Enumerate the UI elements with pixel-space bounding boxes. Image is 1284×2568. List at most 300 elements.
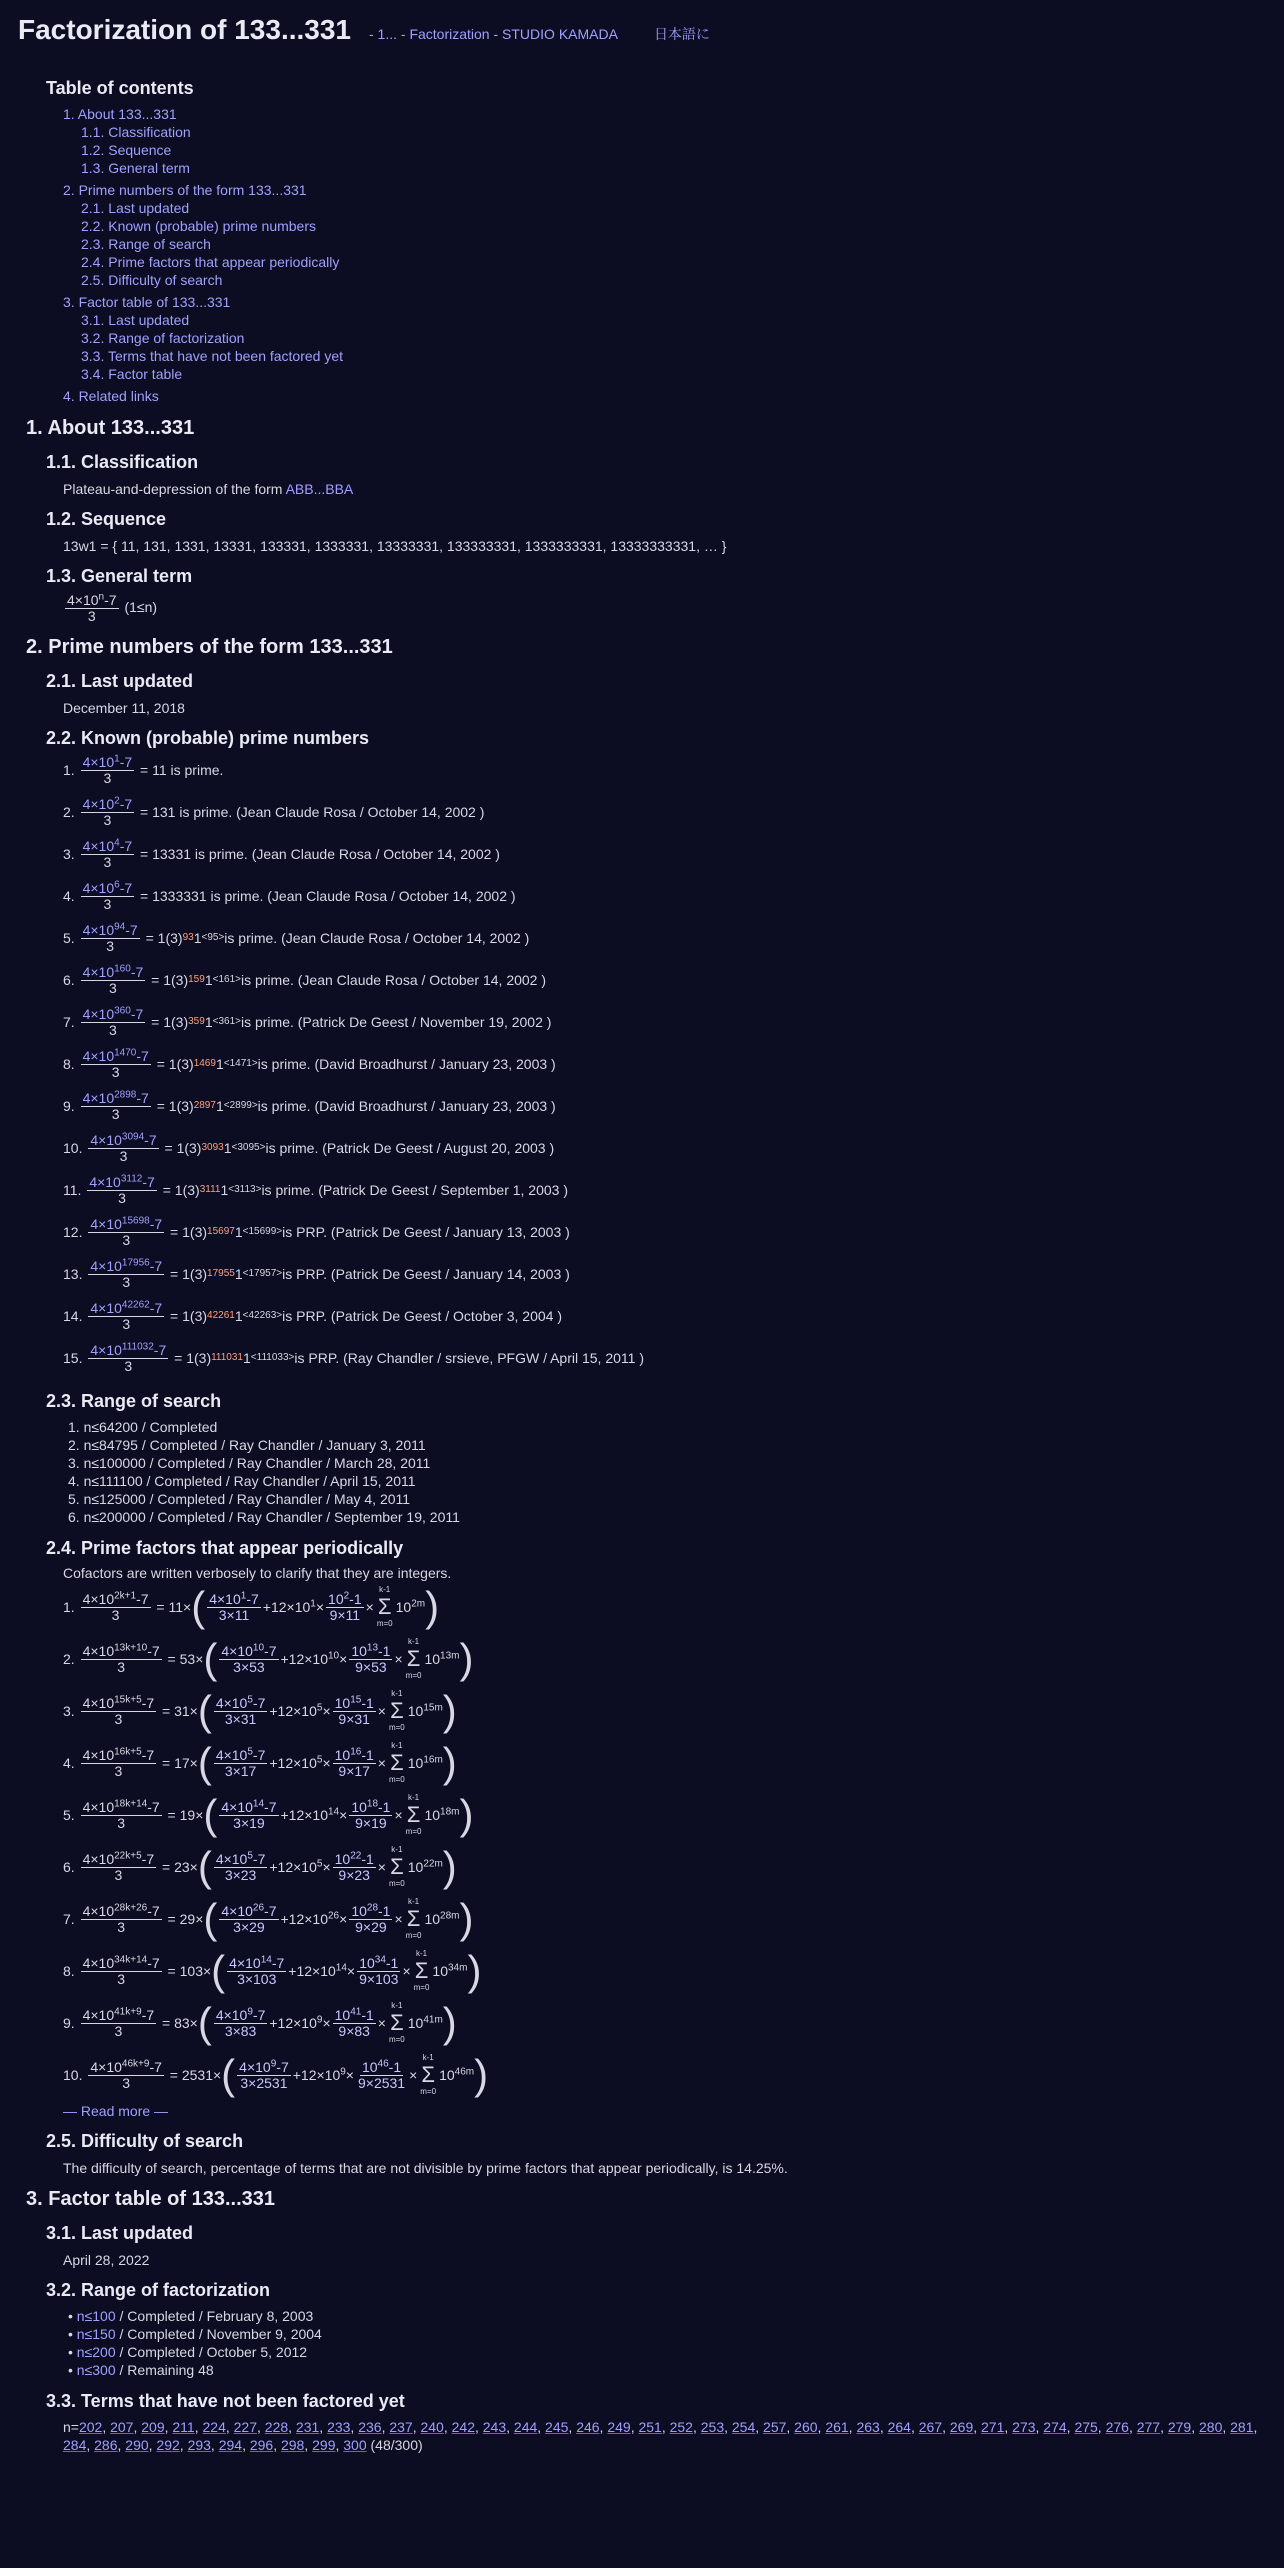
left-paren: ( — [197, 1739, 212, 1786]
prime-index: 13. — [63, 1266, 87, 1282]
fraction-numerator: $4\times 10^{13k+10}-7$ — [82, 1641, 160, 1659]
fraction — [333, 1745, 376, 1779]
periodic-middle: $+12\times 10^5\times$ — [269, 1858, 331, 1875]
prime-equals: = 1(3) — [152, 1056, 194, 1072]
fraction[interactable] — [88, 1130, 158, 1164]
term-link[interactable]: 299 — [312, 2437, 336, 2453]
exponent: 10 — [328, 1650, 340, 1662]
fraction-numerator: $10^{13}-1$ — [351, 1641, 391, 1659]
term-link[interactable]: 286 — [94, 2437, 118, 2453]
prime-equals: = 1(3) — [170, 1350, 212, 1366]
fraction-numerator: $4\times 10^1-7$ — [209, 1589, 259, 1607]
toc-item — [81, 271, 1284, 289]
sigma-upper: k-1 — [422, 2053, 434, 2062]
toc-link[interactable]: 1.1. Classification — [81, 124, 191, 140]
fraction-denominator: 3 — [119, 1147, 128, 1164]
fraction-denominator: 9×83 — [338, 2022, 370, 2039]
toc-link[interactable]: 3.3. Terms that have not been factored yet — [81, 348, 344, 364]
term-link[interactable]: 261 — [825, 2419, 849, 2435]
exponent: 13 — [366, 1641, 379, 1653]
sigma-lower: m=0 — [388, 1775, 405, 1784]
fraction — [333, 1849, 376, 1883]
term-link[interactable]: 267 — [918, 2419, 943, 2435]
term-link[interactable]: 263 — [856, 2419, 880, 2435]
term-link[interactable]: 284 — [63, 2437, 87, 2453]
fraction-numerator: $4\times 10^{14}-7$ — [229, 1953, 285, 1971]
exponent: 14 — [260, 1953, 272, 1965]
prime-equals: = 13331 is prime. (Jean Claude Rosa / October 14, 2002 ) — [136, 846, 500, 862]
range-status: / Remaining 48 — [115, 2362, 214, 2378]
right-paren: ) — [459, 1895, 474, 1942]
sigma-sum — [389, 1688, 405, 1734]
range-link[interactable]: n≤200 — [76, 2344, 116, 2360]
times-sign: × — [402, 1963, 411, 1979]
fraction — [81, 1745, 157, 1779]
sum-term: $10^{13m}$ — [424, 1650, 460, 1667]
prime-entry: 5. $\frac{4\times 10^{94}-7}{3}$ = 1(3) 93 1 <95> is prime. (Jean Claude Rosa / October 14, 2002 ) — [63, 920, 530, 954]
toc-link[interactable]: 2. Prime numbers of the form 133...331 — [63, 182, 307, 198]
term-link[interactable]: 300 — [343, 2437, 367, 2453]
section-1-title: 1. About 133...331 — [26, 417, 195, 439]
right-paren: ) — [459, 1635, 474, 1682]
term-link[interactable]: 277 — [1136, 2419, 1161, 2435]
sigma-lower: m=0 — [388, 1723, 405, 1732]
sigma-icon: Σ — [390, 2010, 404, 2035]
toc-link[interactable]: 3.4. Factor table — [81, 366, 183, 382]
exponent: 111032 — [121, 1340, 154, 1352]
toc-link[interactable]: 3.1. Last updated — [81, 312, 190, 328]
fraction-numerator: $4\times 10^{26}-7$ — [221, 1901, 277, 1919]
prime-equals: = 1(3) — [166, 1308, 208, 1324]
term-link[interactable]: 231 — [295, 2419, 320, 2435]
toc-link[interactable]: 2.5. Difficulty of search — [81, 272, 223, 288]
fraction — [214, 1745, 268, 1779]
s2-updated-title: 2.1. Last updated — [46, 671, 194, 691]
sigma-lower: m=0 — [388, 2035, 405, 2044]
sigma-sum — [406, 1896, 422, 1942]
term-link[interactable]: 228 — [264, 2419, 289, 2435]
range-link[interactable]: n≤300 — [76, 2362, 116, 2378]
left-paren: ( — [203, 1895, 218, 1942]
sigma-lower: m=0 — [388, 1879, 405, 1888]
term-link[interactable]: 264 — [887, 2419, 911, 2435]
exponent: 16m — [423, 1754, 443, 1766]
prime-status: is PRP. (Ray Chandler / srsieve, PFGW / April 15, 2011 ) — [294, 1350, 644, 1366]
fraction-numerator: $4\times 10^5-7$ — [215, 1693, 266, 1711]
factorization-range-item: • n≤100 / Completed / February 8, 2003 — [68, 2308, 314, 2324]
exponent: 5 — [316, 1754, 323, 1766]
fraction-numerator: $4\times 10^{1470}-7$ — [82, 1046, 149, 1064]
range-status: / Completed / October 5, 2012 — [115, 2344, 308, 2360]
sum-term: $10^{18m}$ — [424, 1806, 460, 1823]
fraction-numerator: $10^{15}-1$ — [334, 1693, 374, 1711]
term-link[interactable]: 298 — [280, 2437, 305, 2453]
sum-term: $10^{2m}$ — [395, 1598, 426, 1615]
fraction-numerator: $4\times 10^5-7$ — [215, 1849, 266, 1867]
fraction — [214, 1849, 268, 1883]
fraction-numerator: $4\times 10^{14}-7$ — [221, 1797, 277, 1815]
toc-link[interactable]: 3.2. Range of factorization — [81, 330, 245, 346]
toc-link[interactable]: 2.4. Prime factors that appear periodically — [81, 254, 340, 270]
fraction[interactable] — [81, 878, 135, 912]
fraction-numerator: $4\times 10^2-7$ — [82, 794, 133, 812]
prime-equals: = 11 is prime. — [136, 762, 224, 778]
exponent: 41m — [423, 2014, 443, 2026]
periodic-index: 6. — [63, 1859, 79, 1875]
toc-link[interactable]: 3. Factor table of 133...331 — [63, 294, 231, 310]
prime-status: is PRP. (Patrick De Geest / October 3, 2004 ) — [282, 1308, 562, 1324]
search-range-item: 2. n≤84795 / Completed / Ray Chandler / January 3, 2011 — [68, 1437, 426, 1453]
left-paren: ( — [197, 1999, 212, 2046]
fraction-numerator: $10^{34}-1$ — [359, 1953, 399, 1971]
exponent: 1 — [240, 1589, 247, 1601]
exponent: 5 — [247, 1745, 253, 1757]
fraction — [349, 1901, 392, 1935]
exponent: 2m — [411, 1598, 426, 1610]
prime-index: 2. — [63, 804, 79, 820]
term-link[interactable]: 292 — [156, 2437, 180, 2453]
term-link[interactable]: 207 — [110, 2419, 134, 2435]
fraction[interactable] — [88, 1214, 164, 1248]
toc-link[interactable]: 4. Related links — [63, 388, 159, 404]
periodic-middle: $+12\times 10^{14}\times$ — [280, 1806, 348, 1823]
toc-item — [81, 235, 1284, 253]
periodic-prime: = 29× — [163, 1911, 204, 1927]
sigma-lower: m=0 — [420, 2087, 437, 2096]
fraction-denominator: 3 — [103, 853, 112, 870]
exponent: 16k+5 — [114, 1745, 142, 1757]
term-link[interactable]: 275 — [1074, 2419, 1098, 2435]
periodic-prime: = 53× — [163, 1651, 204, 1667]
sequence-title: 1.2. Sequence — [46, 509, 167, 529]
fraction — [88, 2057, 164, 2091]
fraction[interactable] — [87, 1172, 157, 1206]
fraction[interactable] — [81, 962, 146, 996]
term-link[interactable]: 279 — [1167, 2419, 1192, 2435]
term-link[interactable]: 240 — [420, 2419, 444, 2435]
right-paren: ) — [474, 2051, 489, 2098]
prime-entry: 7. $\frac{4\times 10^{360}-7}{3}$ = 1(3) 359 1 <361> is prime. (Patrick De Geest / November 19, 2002 ) — [63, 1004, 552, 1038]
fraction[interactable] — [88, 1340, 168, 1374]
periodic-middle: $+12\times 10^9\times$ — [269, 2014, 331, 2031]
prime-last-digit: 1 — [243, 1350, 251, 1366]
sigma-upper: k-1 — [391, 2001, 403, 2010]
fraction — [219, 1797, 278, 1831]
term-link[interactable]: 236 — [358, 2419, 382, 2435]
periodic-prime: = 11× — [152, 1599, 192, 1615]
sum-term: $10^{16m}$ — [407, 1754, 443, 1771]
fraction[interactable] — [88, 1298, 164, 1332]
fraction-numerator: $4\times 10^{2k+1}-7$ — [82, 1589, 149, 1607]
sum-term: $10^{15m}$ — [407, 1702, 443, 1719]
exponent: 1470 — [114, 1046, 137, 1058]
term-link[interactable]: 293 — [187, 2437, 211, 2453]
periodic-entry — [63, 1633, 1284, 1685]
fraction — [349, 1797, 392, 1831]
sigma-icon: Σ — [390, 1698, 404, 1723]
fraction[interactable] — [81, 920, 140, 954]
classification-link[interactable]: ABB...BBA — [285, 481, 354, 497]
fraction-denominator: 3 — [103, 811, 112, 828]
term-link[interactable]: 244 — [513, 2419, 538, 2435]
prime-index: 10. — [63, 1140, 87, 1156]
term-link[interactable]: 245 — [545, 2419, 569, 2435]
term-link[interactable]: 246 — [576, 2419, 600, 2435]
sum-term: $10^{22m}$ — [407, 1858, 443, 1875]
exponent: 5 — [247, 1693, 253, 1705]
fraction-numerator: $4\times 10^{3112}-7$ — [89, 1172, 155, 1190]
prime-last-digit: 1 — [234, 1266, 243, 1282]
exponent: 28k+26 — [114, 1901, 148, 1913]
fraction-numerator: $10^{41}-1$ — [334, 2005, 374, 2023]
exponent: 9 — [316, 2014, 323, 2026]
exponent: 13k+10 — [114, 1641, 148, 1653]
prime-equals: = 1(3) — [141, 930, 183, 946]
sigma-lower: m=0 — [413, 1983, 430, 1992]
left-paren: ( — [203, 1791, 218, 1838]
prime-last-digit: 1 — [223, 1140, 232, 1156]
periodic-entry — [63, 1893, 1284, 1945]
term-link[interactable]: 290 — [125, 2437, 149, 2453]
unfactored-terms: n=202, 207, 209, 211, 224, 227, 228, 231, 233, 236, 237, 240, 242, 243, 244, 245, 246, 249, 251, 252, 253, 254, 257, 260, 261, 263, 264, 267, 269, 271, 273, 274, 275, 276, 277, 279, 280, 281, 284, 286, 290, 292, 293, 294, 296, 298, 299, 300 (48/300) — [63, 2419, 1258, 2453]
range-status: / Completed / November 9, 2004 — [115, 2326, 322, 2342]
fraction[interactable] — [81, 794, 135, 828]
fraction — [237, 2057, 291, 2091]
periodic-middle: $+12\times 10^1\times$ — [262, 1598, 325, 1615]
section-2-title: 2. Prime numbers of the form 133...331 — [26, 636, 393, 658]
toc-link[interactable]: 1. About 133...331 — [63, 106, 177, 122]
toc-item — [81, 253, 1284, 271]
fraction — [207, 1589, 261, 1623]
toc-link[interactable]: 2.3. Range of search — [81, 236, 211, 252]
toc-link[interactable]: 2.2. Known (probable) prime numbers — [81, 218, 317, 234]
fraction-denominator: 9×23 — [338, 1866, 370, 1883]
prime-status: is prime. (Jean Claude Rosa / October 14, 2002 ) — [240, 972, 547, 988]
prime-entry: 11. $\frac{4\times 10^{3112}-7}{3}$ = 1(3) 3111 1 <3113> is prime. (Patrick De Geest / September 1, 2003 ) — [63, 1172, 569, 1206]
fraction[interactable] — [88, 1256, 164, 1290]
prime-index: 8. — [63, 1056, 79, 1072]
term-link[interactable]: 281 — [1230, 2419, 1254, 2435]
sigma-sum — [389, 1844, 405, 1890]
toc-item — [81, 199, 1284, 217]
known-primes-title: 2.2. Known (probable) prime numbers — [46, 728, 370, 748]
term-link[interactable]: 237 — [389, 2419, 413, 2435]
fraction-denominator: 3×23 — [224, 1866, 257, 1883]
search-range-item: 3. n≤100000 / Completed / Ray Chandler / March 28, 2011 — [68, 1455, 431, 1471]
fraction — [81, 1849, 157, 1883]
fraction-numerator: $4\times 10^{360}-7$ — [82, 1004, 144, 1022]
fraction[interactable] — [81, 1046, 151, 1080]
term-link[interactable]: 233 — [327, 2419, 351, 2435]
sigma-upper: k-1 — [391, 1741, 403, 1750]
fraction[interactable] — [81, 1088, 151, 1122]
known-primes-list — [18, 749, 1284, 1379]
term-link[interactable]: 251 — [638, 2419, 662, 2435]
exponent: 16 — [350, 1745, 362, 1757]
periodic-entry — [63, 1945, 1284, 1997]
sum-term: $10^{28m}$ — [424, 1910, 460, 1927]
prime-last-digit: 1 — [204, 1014, 213, 1030]
sigma-upper: k-1 — [407, 1897, 420, 1906]
fraction-denominator: 3×31 — [224, 1710, 257, 1727]
prime-index: 6. — [63, 972, 79, 988]
term-link[interactable]: 242 — [451, 2419, 475, 2435]
term-link[interactable]: 280 — [1199, 2419, 1223, 2435]
read-more-link[interactable]: — Read more — — [63, 2103, 169, 2119]
periodic-index: 9. — [63, 2015, 79, 2031]
fraction-numerator: $4\times 10^{22k+5}-7$ — [82, 1849, 155, 1867]
left-paren: ( — [221, 2051, 236, 2098]
term-link[interactable]: 252 — [669, 2419, 693, 2435]
term-link[interactable]: 253 — [700, 2419, 725, 2435]
exponent: 2k+1 — [114, 1589, 137, 1601]
term-link[interactable]: 273 — [1012, 2419, 1036, 2435]
sigma-upper: k-1 — [379, 1585, 391, 1594]
prime-status: is prime. (Patrick De Geest / November 19, 2002 ) — [240, 1014, 552, 1030]
toc-link[interactable]: 2.1. Last updated — [81, 200, 190, 216]
term-link[interactable]: 254 — [731, 2419, 756, 2435]
prime-index: 1. — [63, 762, 79, 778]
periodic-factors-list — [18, 1581, 1284, 2101]
term-link[interactable]: 202 — [78, 2419, 103, 2435]
fraction-denominator: 3×17 — [224, 1762, 257, 1779]
prime-equals: = 1(3) — [152, 1098, 194, 1114]
prime-last-digit: 1 — [204, 972, 213, 988]
toc-link[interactable]: 1.3. General term — [81, 160, 190, 176]
exponent: 18m — [440, 1806, 460, 1818]
prime-status: is prime. (David Broadhurst / January 23, 2003 ) — [257, 1098, 556, 1114]
s2-updated-date: December 11, 2018 — [63, 700, 185, 716]
term-link[interactable]: 209 — [141, 2419, 165, 2435]
periodic-middle: $+12\times 10^{10}\times$ — [280, 1650, 348, 1667]
term-link[interactable]: 243 — [482, 2419, 507, 2435]
prime-equals: = 1(3) — [166, 1266, 208, 1282]
fraction-numerator: $10^2-1$ — [328, 1589, 362, 1607]
sum-term: $10^{34m}$ — [432, 1962, 468, 1979]
term-link[interactable]: 224 — [202, 2419, 226, 2435]
fraction-denominator: 3×11 — [218, 1606, 250, 1623]
left-paren: ( — [197, 1687, 212, 1734]
fraction-numerator: $4\times 10^{46k+9}-7$ — [90, 2057, 162, 2075]
toc-item — [81, 123, 1284, 141]
fraction — [333, 2005, 376, 2039]
prime-equals: = 1(3) — [160, 1140, 202, 1156]
exponent: 15698 — [121, 1214, 150, 1226]
fraction — [357, 1953, 400, 1987]
sigma-lower: m=0 — [405, 1671, 422, 1680]
toc-item — [81, 347, 1284, 365]
fraction — [81, 1641, 162, 1675]
prime-equals: = 131 is prime. (Jean Claude Rosa / October 14, 2002 ) — [136, 804, 485, 820]
japanese-link[interactable]: 日本語に — [653, 26, 710, 42]
fraction — [81, 1693, 157, 1727]
breadcrumb-link[interactable]: - 1... - Factorization - STUDIO KAMADA — [369, 26, 618, 42]
fraction-numerator: $4\times 10^{42262}-7$ — [90, 1298, 163, 1316]
exponent: 2 — [343, 1589, 350, 1601]
exponent: 26 — [252, 1901, 265, 1913]
prime-equals: = 1(3) — [147, 1014, 189, 1030]
exponent: 10 — [252, 1641, 265, 1653]
term-link[interactable]: 257 — [763, 2419, 787, 2435]
fraction — [219, 1641, 278, 1675]
prime-entry — [63, 833, 1284, 875]
fraction-denominator: 9×103 — [359, 1970, 399, 1987]
prime-last-digit: 1 — [220, 1182, 229, 1198]
periodic-middle: $+12\times 10^{14}\times$ — [288, 1962, 356, 1979]
toc-link[interactable]: 1.2. Sequence — [81, 142, 172, 158]
fraction-denominator: 3 — [118, 1189, 126, 1206]
term-link[interactable]: 276 — [1105, 2419, 1129, 2435]
fraction-numerator: $4\times 10^{17956}-7$ — [90, 1256, 163, 1274]
sigma-icon: Σ — [390, 1854, 404, 1879]
fraction-numerator: $4\times 10^5-7$ — [215, 1745, 266, 1763]
term-link[interactable]: 296 — [249, 2437, 274, 2453]
search-range-item: 5. n≤125000 / Completed / Ray Chandler / May 4, 2011 — [68, 1491, 411, 1507]
fraction[interactable] — [81, 1004, 146, 1038]
fraction — [219, 1901, 278, 1935]
exponent: 13m — [440, 1650, 460, 1662]
term-link[interactable]: 227 — [233, 2419, 257, 2435]
times-sign: × — [394, 1651, 403, 1667]
fraction — [81, 1797, 162, 1831]
unfactored-terms-title: 3.3. Terms that have not been factored yet — [46, 2391, 405, 2411]
term-link[interactable]: 249 — [607, 2419, 631, 2435]
sigma-sum — [406, 1636, 422, 1682]
right-paren: ) — [459, 1791, 474, 1838]
fraction — [227, 1953, 286, 1987]
fraction-denominator: 3 — [124, 1357, 133, 1374]
sigma-upper: k-1 — [391, 1845, 403, 1854]
range-link[interactable]: n≤100 — [76, 2308, 116, 2324]
periodic-index: 1. — [63, 1599, 79, 1615]
fraction — [214, 1693, 268, 1727]
term-link[interactable]: 294 — [218, 2437, 243, 2453]
fraction-denominator: 9×17 — [338, 1762, 370, 1779]
fraction[interactable] — [81, 752, 135, 786]
sigma-upper: k-1 — [391, 1689, 403, 1698]
term-link[interactable]: 260 — [794, 2419, 818, 2435]
prime-index: 3. — [63, 846, 79, 862]
prime-index: 11. — [63, 1182, 86, 1198]
table-of-contents — [18, 105, 1284, 405]
sigma-lower: m=0 — [405, 1827, 422, 1836]
fraction-numerator: $4\times 10^{94}-7$ — [82, 920, 138, 938]
exponent: 3112 — [120, 1172, 143, 1184]
term-link[interactable]: 211 — [172, 2419, 195, 2435]
fraction-denominator: 3×83 — [224, 2022, 257, 2039]
fraction-denominator: 3 — [109, 1021, 117, 1038]
term-link[interactable]: 269 — [949, 2419, 974, 2435]
classification-label: Plateau-and-depression of the form — [63, 481, 286, 497]
term-link[interactable]: 271 — [981, 2419, 1005, 2435]
toc-item — [63, 387, 1284, 405]
periodic-prime: = 17× — [158, 1755, 198, 1771]
prime-entry — [63, 875, 1284, 917]
fraction[interactable] — [81, 836, 135, 870]
general-term-condition: (1≤n) — [124, 599, 158, 616]
fraction-numerator: $4\times 10^4-7$ — [82, 836, 133, 854]
term-link[interactable]: 274 — [1043, 2419, 1067, 2435]
sigma-icon: Σ — [406, 1906, 421, 1931]
range-link[interactable]: n≤150 — [76, 2326, 116, 2342]
fraction — [326, 1589, 364, 1623]
fraction-numerator: $4\times 10^{34k+14}-7$ — [82, 1953, 160, 1971]
factorization-range-item: • n≤300 / Remaining 48 — [68, 2362, 214, 2378]
fraction-denominator: 3×19 — [233, 1814, 265, 1831]
exponent: 34m — [448, 1962, 468, 1974]
periodic-prime: = 83× — [158, 2015, 198, 2031]
prime-status: is prime. (David Broadhurst / January 23, 2003 ) — [257, 1056, 556, 1072]
